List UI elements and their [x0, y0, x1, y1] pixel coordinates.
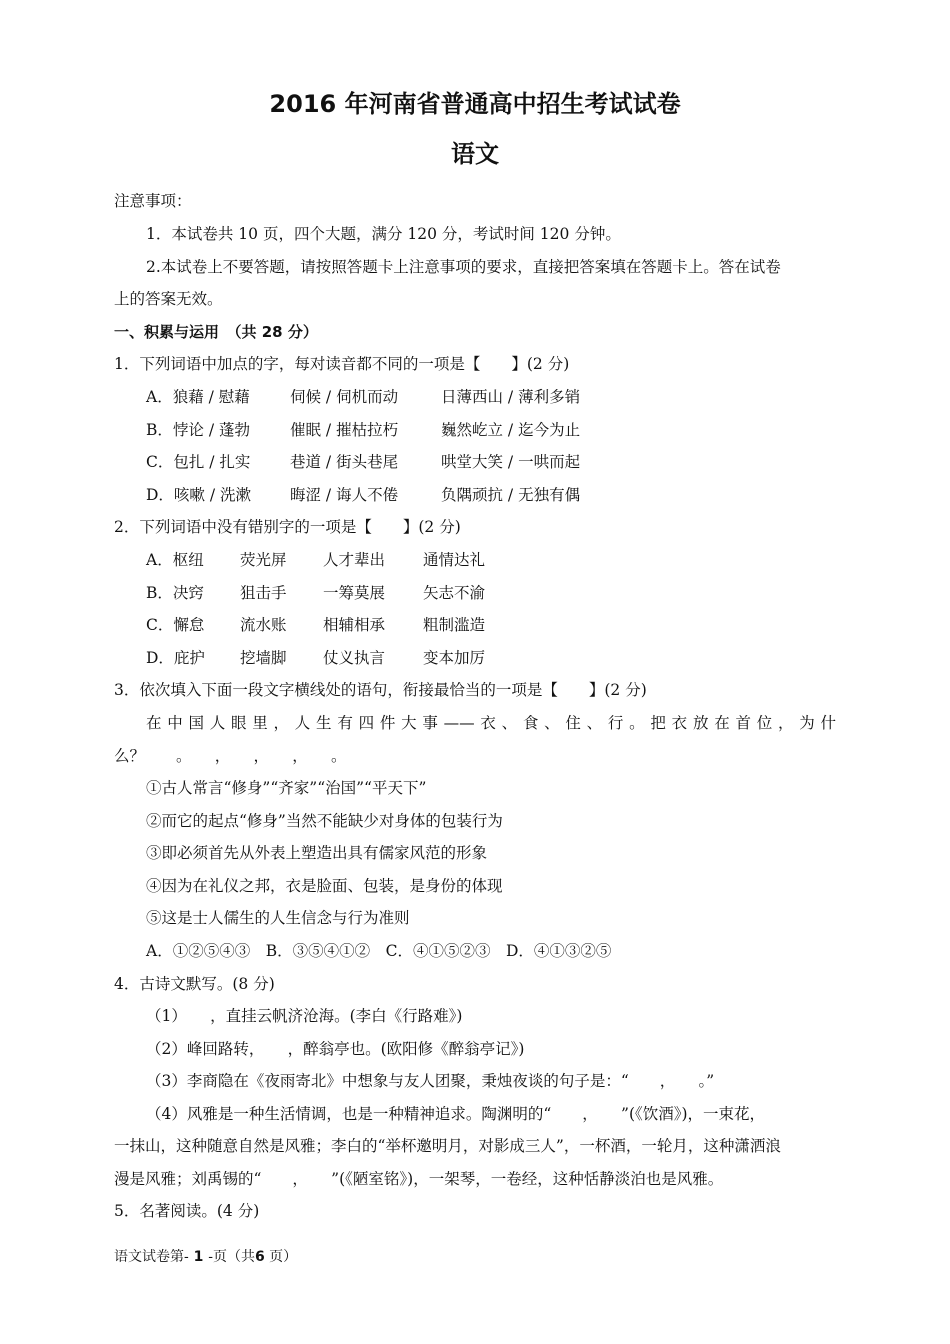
q2-option-b-3: 一筹莫展: [323, 584, 386, 602]
exam-title: 2016 年河南省普通高中招生考试试卷: [269, 90, 681, 118]
subject-title: 语文: [451, 140, 499, 168]
q3-choices: A．①②⑤④③ B．③⑤④①② C．④①⑤②③ D．④①③②⑤: [146, 942, 612, 960]
question-3-passage-line-1: 在中国人眼里，人生有四件大事——衣、食、住、行。把衣放在首位，为什: [146, 714, 836, 732]
q1-option-a-1: A．狼藉 / 慰藉: [146, 388, 250, 406]
q2-option-a-3: 人才辈出: [323, 551, 386, 569]
q3-item-2: ②而它的起点“修身”当然不能缺少对身体的包装行为: [146, 812, 503, 830]
q2-option-b-1: B．决窍: [146, 584, 204, 602]
q1-option-d-1: D．咳嗽 / 洗漱: [146, 486, 252, 504]
q1-option-d-2: 晦涩 / 诲人不倦: [290, 486, 399, 504]
q2-option-c-2: 流水账: [240, 616, 287, 634]
page-footer: [114, 1246, 297, 1266]
q2-option-d-4: 变本加厉: [423, 649, 486, 667]
footer-suffix: 页）: [264, 1249, 298, 1265]
q1-option-b-1: B．悖论 / 蓬勃: [146, 421, 250, 439]
q4-part-4-cont-2: 漫是风雅；刘禹锡的“ ， ”(《陋室铭》)，一架琴，一卷经，这种恬静淡泊也是风雅。: [114, 1170, 724, 1188]
q2-option-d-3: 仗义执言: [323, 649, 386, 667]
q1-option-b-3: 巍然屹立 / 迄今为止: [441, 421, 581, 439]
q1-option-b-2: 催眠 / 摧枯拉朽: [290, 421, 399, 439]
section-heading: 一、积累与运用 （共 28 分）: [114, 323, 318, 341]
q2-option-b-2: 狙击手: [240, 584, 287, 602]
footer-page-number: 1: [188, 1249, 209, 1265]
q3-item-3: ③即必须首先从外表上塑造出具有儒家风范的形象: [146, 844, 488, 862]
q1-option-a-2: 伺候 / 伺机而动: [290, 388, 399, 406]
q1-option-d-3: 负隅顽抗 / 无独有偶: [441, 486, 581, 504]
notice-heading: 注意事项：: [114, 192, 192, 210]
question-1-stem: 1．下列词语中加点的字，每对读音都不同的一项是【 】(2 分): [114, 355, 570, 373]
q2-option-d-1: D．庇护: [146, 649, 205, 667]
question-3-passage-line-2: 么？ 。 ， ， ， 。: [114, 747, 347, 765]
q2-option-b-4: 矢志不渝: [423, 584, 486, 602]
q1-option-c-1: C．包扎 / 扎实: [146, 453, 251, 471]
notice-item-2: 2.本试卷上不要答题，请按照答题卡上注意事项的要求，直接把答案填在答题卡上。答在试卷: [146, 258, 781, 276]
question-3-stem: 3．依次填入下面一段文字横线处的语句，衔接最恰当的一项是【 】(2 分): [114, 681, 647, 699]
q2-option-c-1: C．懈怠: [146, 616, 205, 634]
footer-prefix: 语文试卷第-: [114, 1249, 189, 1265]
q2-option-c-4: 粗制滥造: [423, 616, 486, 634]
q2-option-a-1: A．枢纽: [146, 551, 204, 569]
question-4-stem: 4．古诗文默写。(8 分): [114, 975, 275, 993]
q2-option-a-4: 通情达礼: [423, 551, 486, 569]
notice-item-1: 1．本试卷共 10 页，四个大题，满分 120 分，考试时间 120 分钟。: [146, 225, 621, 243]
q2-option-d-2: 挖墙脚: [240, 649, 287, 667]
q4-part-4: （4）风雅是一种生活情调，也是一种精神追求。陶渊明的“ ， ”(《饮酒》)，一束花，: [146, 1105, 766, 1123]
q3-item-4: ④因为在礼仪之邦，衣是脸面、包装，是身份的体现: [146, 877, 503, 895]
question-2-stem: 2．下列词语中没有错别字的一项是【 】(2 分): [114, 518, 461, 536]
footer-total-pages: 6: [254, 1249, 265, 1265]
q2-option-a-2: 荧光屏: [240, 551, 287, 569]
notice-item-2-cont: 上的答案无效。: [114, 290, 223, 308]
q4-part-2: （2）峰回路转， ，醉翁亭也。(欧阳修《醉翁亭记》): [146, 1040, 525, 1058]
q2-option-c-3: 相辅相承: [323, 616, 386, 634]
q4-part-4-cont-1: 一抹山，这种随意自然是风雅；李白的“举杯邀明月，对影成三人”，一杯酒，一轮月，这种潇洒浪: [114, 1137, 781, 1155]
q1-option-c-3: 哄堂大笑 / 一哄而起: [441, 453, 581, 471]
q1-option-a-3: 日薄西山 / 薄利多销: [441, 388, 581, 406]
q1-option-c-2: 巷道 / 街头巷尾: [290, 453, 399, 471]
q4-part-1: （1） ，直挂云帆济沧海。(李白《行路难》): [146, 1007, 463, 1025]
footer-middle: -页（共: [208, 1249, 255, 1265]
q3-item-5: ⑤这是士人儒生的人生信念与行为准则: [146, 909, 410, 927]
q3-item-1: ①古人常言“修身”“齐家”“治国”“平天下”: [146, 779, 427, 797]
q4-part-3: （3）李商隐在《夜雨寄北》中想象与友人团聚，秉烛夜谈的句子是：“ ， 。”: [146, 1072, 715, 1090]
question-5-stem: 5．名著阅读。(4 分): [114, 1202, 260, 1220]
